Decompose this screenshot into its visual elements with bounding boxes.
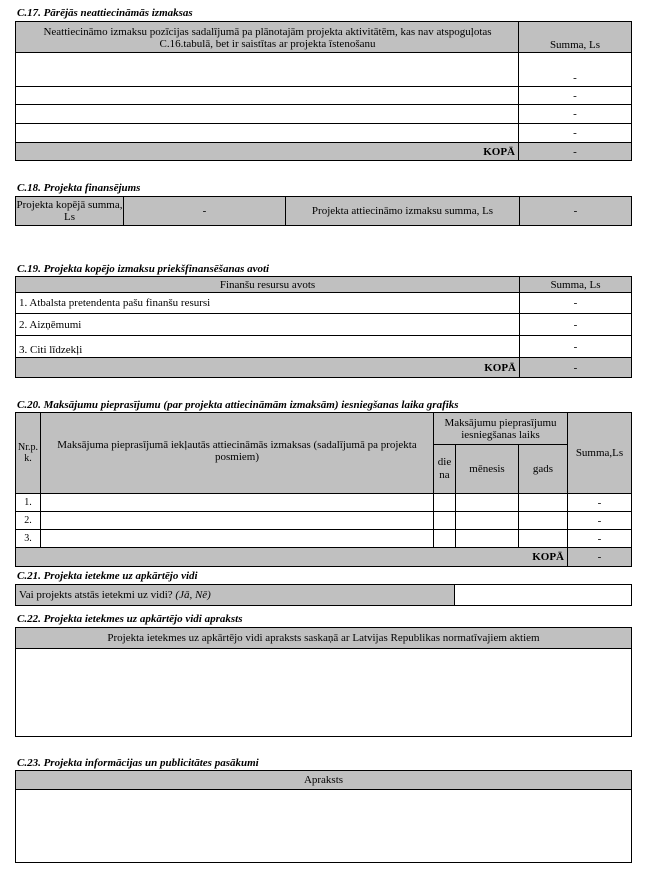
c21-question-text: Vai projekts atstās ietekmi uz vidi?	[19, 589, 173, 601]
c19-header-source: Finanšu resursu avots	[16, 277, 519, 292]
c17-total-label: KOPĀ	[16, 143, 518, 160]
c23-content-field[interactable]	[16, 790, 631, 862]
c19-row-sum[interactable]: -	[573, 297, 578, 309]
c20-header-nr: Nr.p. k.	[16, 413, 40, 493]
c17-table	[15, 21, 632, 161]
c17-row-desc[interactable]	[16, 87, 518, 104]
c17-header-sum: Summa, Ls	[519, 22, 631, 53]
c20-row-nr: 2.	[24, 514, 32, 526]
c19-header-sum: Summa, Ls	[520, 277, 631, 292]
c22-table	[15, 627, 632, 737]
c20-total-label: KOPĀ	[16, 548, 567, 566]
c20-row-month[interactable]	[456, 494, 518, 511]
c20-row-day[interactable]	[434, 530, 455, 547]
c21-question-hint: (Jā, Nē)	[175, 589, 211, 601]
c17-total-value: -	[519, 143, 631, 160]
c20-header-time: Maksājumu pieprasījumu iesniegšanas laiks	[434, 413, 567, 444]
c20-row-year[interactable]	[519, 512, 567, 529]
c17-title: C.17. Pārējās neattiecināmās izmaksas	[17, 7, 193, 19]
c17-header-positions: Neattiecināmo izmaksu pozīcijas sadalījumā pa plānotajām projekta aktivitātēm, kas nav atspoguļotas C.16.tabulā, bet ir saistītas ar projekta īstenošanu	[16, 22, 519, 53]
c19-title: C.19. Projekta kopējo izmaksu priekšfinansēšanas avoti	[17, 263, 270, 275]
c22-title: C.22. Projekta ietekmes uz apkārtējo vidi apraksts	[17, 613, 243, 625]
c20-row-year[interactable]	[519, 494, 567, 511]
c18-table	[15, 196, 632, 226]
c18-eligible-sum-label: Projekta attiecināmo izmaksu summa, Ls	[311, 205, 494, 217]
c18-title: C.18. Projekta finansējums	[17, 182, 141, 194]
c20-table	[15, 412, 632, 567]
c17-row-sum[interactable]: -	[573, 72, 577, 84]
c19-row-sum[interactable]: -	[573, 340, 578, 353]
c21-question	[16, 585, 454, 605]
c18-total-sum-label: Projekta kopējā summa, Ls	[16, 199, 123, 223]
c19-total-value: -	[520, 358, 631, 377]
c22-content-field[interactable]	[16, 649, 631, 736]
c20-row-nr: 3.	[24, 532, 32, 544]
c19-row-sum[interactable]: -	[573, 318, 578, 331]
c21-answer-field[interactable]	[455, 585, 631, 605]
c23-table	[15, 770, 632, 863]
c23-header: Apraksts	[16, 771, 631, 789]
c20-header-sum: Summa,Ls	[568, 413, 631, 493]
c20-row-sum[interactable]: -	[597, 514, 602, 527]
c17-row-sum[interactable]: -	[573, 108, 577, 120]
c20-total-value: -	[568, 548, 631, 566]
c21-title: C.21. Projekta ietekme uz apkārtējo vidi	[17, 570, 198, 582]
c20-row-day[interactable]	[434, 494, 455, 511]
c20-header-year: gads	[519, 445, 567, 493]
c19-row-label: 2. Aizņēmumi	[19, 318, 82, 331]
c22-header: Projekta ietekmes uz apkārtējo vidi apraksts saskaņā ar Latvijas Republikas normatīvajiem aktiem	[16, 628, 631, 648]
c18-eligible-sum-value: -	[573, 205, 578, 217]
c21-table	[15, 584, 632, 606]
c20-row-year[interactable]	[519, 530, 567, 547]
c17-row-sum[interactable]: -	[573, 89, 577, 102]
c20-header-day: die na	[434, 445, 455, 493]
c20-row-sum[interactable]: -	[597, 496, 602, 509]
c20-header-month: mēnesis	[456, 445, 518, 493]
c19-row-label: 1. Atbalsta pretendenta pašu finanšu resursi	[19, 297, 211, 309]
c20-title: C.20. Maksājumu pieprasījumu (par projekta attiecināmām izmaksām) iesniegšanas laika grafiks	[17, 399, 459, 411]
c17-row-desc[interactable]	[16, 124, 518, 142]
c19-row-label: 3. Citi līdzekļi	[19, 344, 83, 356]
c18-total-sum-value: -	[202, 205, 207, 217]
c20-row-desc[interactable]	[41, 494, 433, 511]
c20-row-month[interactable]	[456, 530, 518, 547]
c17-row-desc[interactable]	[16, 53, 518, 86]
c19-total-label: KOPĀ	[16, 358, 519, 377]
c17-row-desc[interactable]	[16, 105, 518, 123]
c20-row-month[interactable]	[456, 512, 518, 529]
c19-table	[15, 276, 632, 378]
c20-row-desc[interactable]	[41, 512, 433, 529]
c23-title: C.23. Projekta informācijas un publicitātes pasākumi	[17, 757, 259, 769]
c20-row-day[interactable]	[434, 512, 455, 529]
c20-row-desc[interactable]	[41, 530, 433, 547]
c20-header-desc: Maksājuma pieprasījumā iekļautās attiecināmās izmaksas (sadalījumā pa projekta posmiem)	[41, 413, 433, 493]
c17-row-sum[interactable]: -	[573, 127, 577, 139]
c20-row-sum[interactable]: -	[597, 532, 602, 545]
c20-row-nr: 1.	[24, 496, 32, 508]
